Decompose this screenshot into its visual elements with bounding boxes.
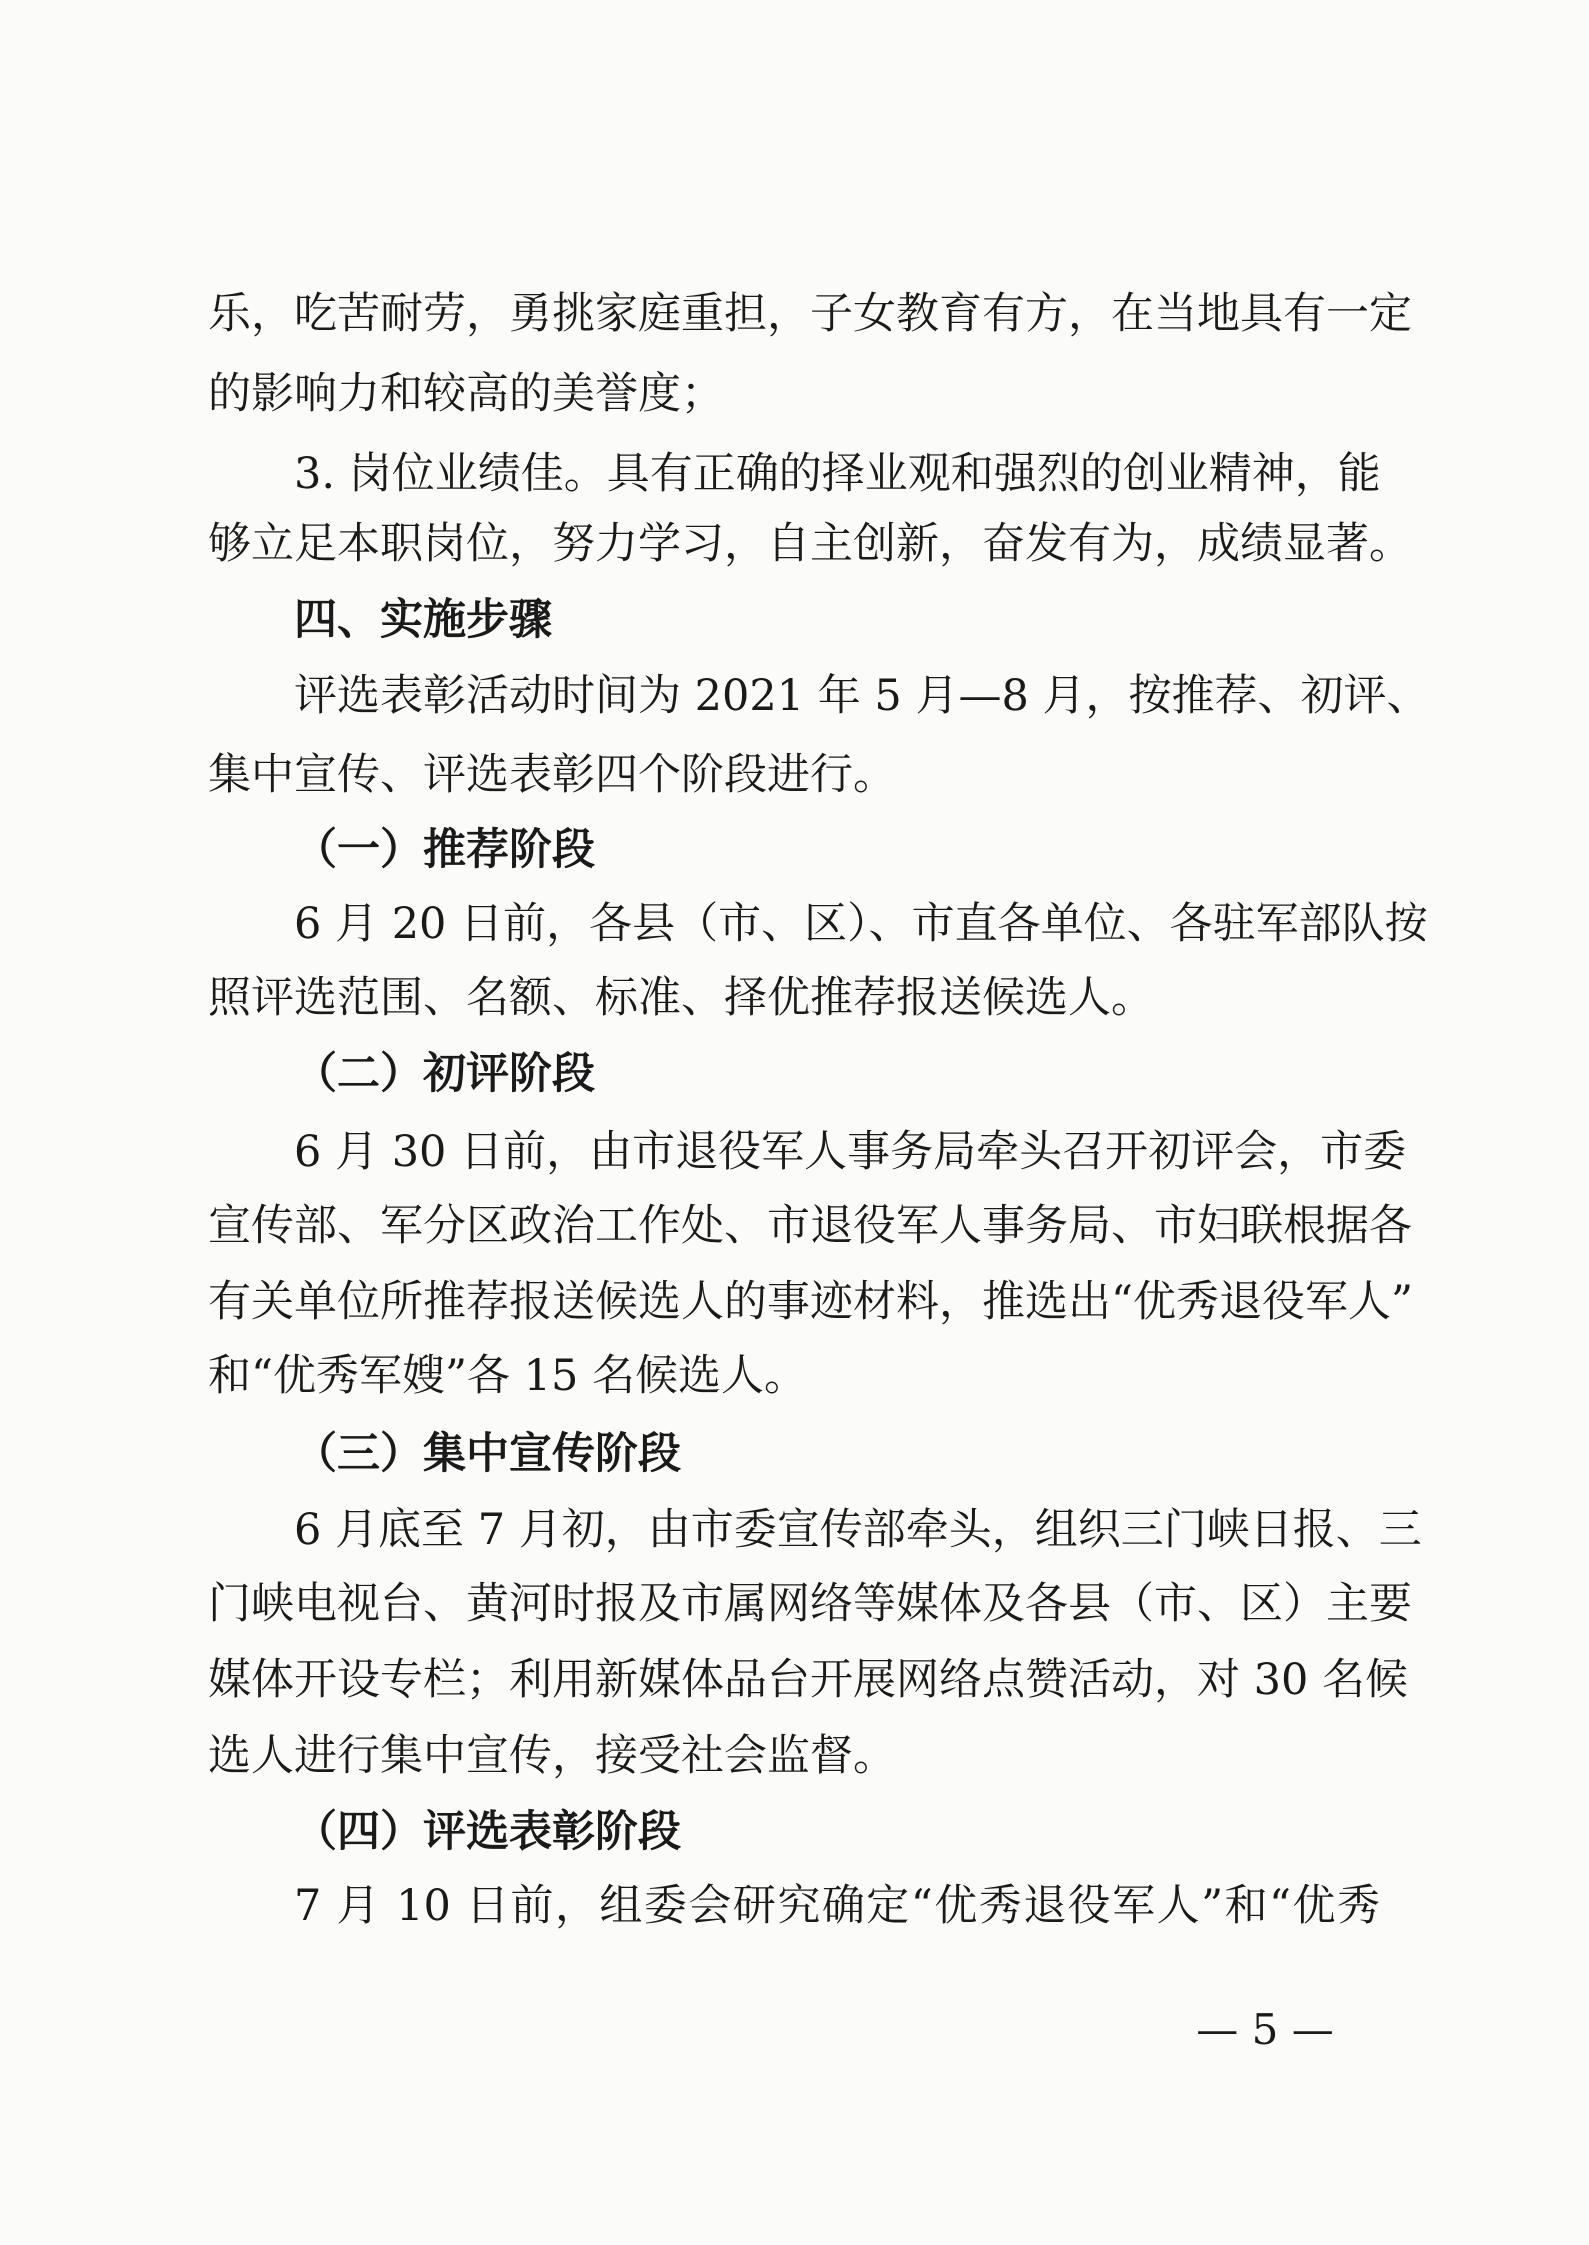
subheading-recommendation: （一）推荐阶段 [294,825,595,875]
subheading-commendation: （四）评选表彰阶段 [294,1807,681,1857]
text-line-1: 乐，吃苦耐劳，勇挑家庭重担，子女教育有方，在当地具有一定 [208,289,1412,339]
text-line-6: 评选表彰活动时间为 2021 年 5 月—8 月，按推荐、初评、 [294,671,1430,721]
text-line-12: 6 月 30 日前，由市退役军人事务局牵头召开初评会，市委 [294,1127,1407,1177]
subheading-preliminary: （二）初评阶段 [294,1049,595,1099]
text-line-9: 6 月 20 日前，各县（市、区）、市直各单位、各驻军部队按 [294,899,1428,949]
page-number: — 5 — [1196,2005,1334,2054]
section-heading-implementation: 四、实施步骤 [294,595,552,645]
text-line-3: 3. 岗位业绩佳。具有正确的择业观和强烈的创业精神，能 [294,449,1381,499]
text-line-22: 7 月 10 日前，组委会研究确定“优秀退役军人”和“优秀 [294,1881,1380,1931]
text-line-13: 宣传部、军分区政治工作处、市退役军人事务局、市妇联根据各 [208,1201,1412,1251]
text-line-15: 和“优秀军嫂”各 15 名候选人。 [208,1351,808,1401]
text-line-2: 的影响力和较高的美誉度； [208,369,724,419]
text-line-20: 选人进行集中宣传，接受社会监督。 [208,1731,896,1781]
text-line-14: 有关单位所推荐报送候选人的事迹材料，推选出“优秀退役军人” [208,1277,1413,1327]
text-line-19: 媒体开设专栏；利用新媒体品台开展网络点赞活动，对 30 名候 [208,1655,1409,1705]
text-line-17: 6 月底至 7 月初，由市委宣传部牵头，组织三门峡日报、三 [294,1505,1422,1555]
text-line-18: 门峡电视台、黄河时报及市属网络等媒体及各县（市、区）主要 [208,1579,1412,1629]
text-line-10: 照评选范围、名额、标准、择优推荐报送候选人。 [208,973,1154,1023]
subheading-publicity: （三）集中宣传阶段 [294,1429,681,1479]
text-line-4: 够立足本职岗位，努力学习，自主创新，奋发有为，成绩显著。 [208,519,1412,569]
text-line-7: 集中宣传、评选表彰四个阶段进行。 [208,750,896,800]
